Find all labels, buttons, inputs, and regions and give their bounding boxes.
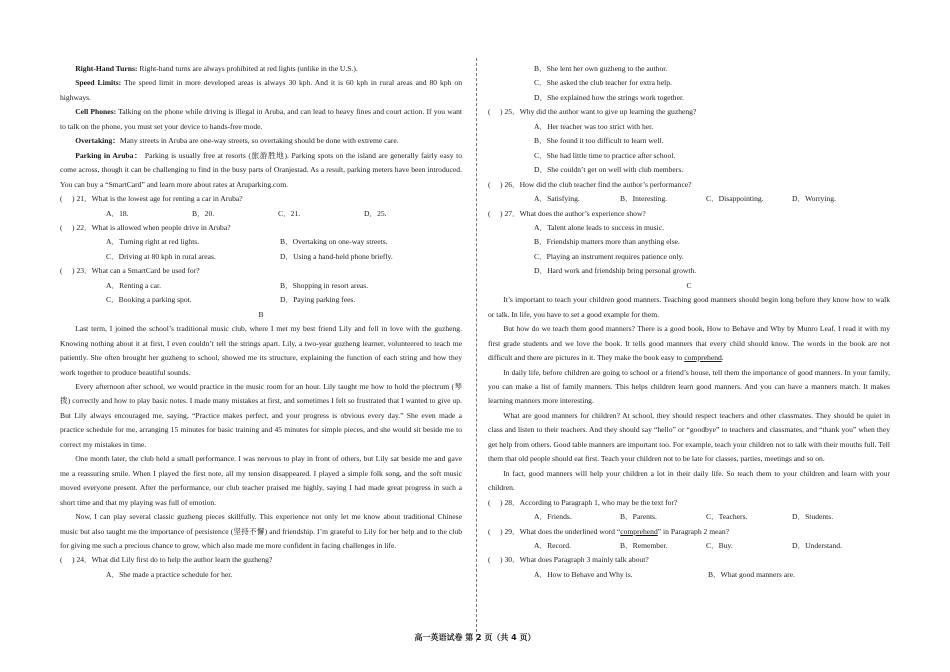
passage-paragraph: It’s important to teach your children good manners. Teaching good manners should begin long before they know how to walk or talk. In life, you have to set a good example for them.	[488, 295, 890, 319]
driving-rule	[60, 134, 462, 148]
right-column	[488, 62, 890, 582]
rule-text: The speed limit in more developed areas is always 30 kph. And it is 60 kph in rural areas and 80 kph on highways.	[60, 78, 462, 102]
question-options	[488, 120, 890, 178]
answer-option: A．Record.	[534, 540, 571, 550]
stem-text: ( ) 29．What does the underlined word “	[488, 526, 621, 536]
answer-option: D．Paying parking fees.	[280, 295, 356, 305]
answer-option: C．Disappointing.	[706, 194, 764, 204]
passage-paragraph: Last term, I joined the school’s traditional music club, where I met my best friend Lily and fell in love with the guzheng. Knowing nothing about it at first, I even couldn’t tell the strings apart. Lily, a two-year guzheng learner, volunteered to teach me patiently. She often brought her guzheng to school, showed me its structure, explaining the function of each string and how they work together to produce beautiful sounds.	[60, 324, 462, 377]
driving-rule	[60, 149, 462, 192]
stem-text: ” in Paragraph 2 mean?	[657, 526, 730, 536]
answer-option: D．25.	[364, 208, 387, 218]
answer-option: D．Students.	[792, 512, 834, 522]
answer-option: B．Shopping in resort areas.	[280, 280, 369, 290]
question-options	[60, 568, 462, 582]
driving-rule	[60, 105, 462, 134]
answer-option: B．Overtaking on one-way streets.	[280, 237, 388, 247]
passage-paragraph: What are good manners for children? At school, they should respect teachers and other classmates. They should be quiet in class and listen to their teachers. And they should say “hello” or “goodbye” to teachers and classmates, and “thank you” when they get help from others. Good table manners are important too. For example, teach your children not to talk with their mouths full. Tell them that old people should eat first. Teach your children not to be late for classes, parties, meetings and so on.	[488, 410, 890, 464]
paragraph-text: But how do we teach them good manners? There is a good book, How to Behave and Why by Munro Leaf. I read it with my first grade students and we love the book. It tells good manners that every child should know. The words in the book are not difficult and there are pictures in it. They make the book easy to	[488, 324, 890, 363]
passage-paragraph: Now, I can play several classic guzheng pieces skillfully. This experience not only let me know about traditional Chinese music but also taught me the importance of persistence (坚持不懈) and friendship. I’m grateful to Lily for her help and to the club for giving me such a precious chance to grow, which also made me more confident in facing challenges in life.	[60, 512, 462, 550]
question-stem: ( ) 30．What does Paragraph 3 mainly talk about?	[488, 555, 649, 565]
rule-label: Parking in Aruba：	[75, 150, 143, 160]
question-options	[60, 235, 462, 264]
answer-option: A．Turning right at red lights.	[106, 237, 200, 247]
answer-option: A．Renting a car.	[106, 280, 162, 290]
left-column	[60, 62, 462, 582]
answer-option: C．She asked the club teacher for extra help.	[534, 78, 672, 88]
answer-option: C．Playing an instrument requires patience only.	[534, 251, 684, 261]
underlined-word: comprehend	[684, 353, 722, 363]
question-options	[488, 568, 890, 582]
answer-option: C．Booking a parking spot.	[106, 295, 192, 305]
driving-rule	[60, 62, 462, 76]
answer-option: C．Teachers.	[706, 512, 748, 522]
question-stem: ( ) 27．What does the author’s experience show?	[488, 208, 646, 218]
question-options	[488, 192, 890, 206]
underlined-word: comprehend	[620, 526, 658, 536]
page-footer: 高一英语试卷 第 2 页（共 4 页）	[414, 633, 536, 642]
driving-rule	[60, 76, 462, 105]
rule-label: Cell Phones:	[75, 107, 117, 117]
column-divider	[476, 58, 477, 642]
answer-option: B．Friendship matters more than anything else.	[534, 237, 680, 247]
answer-option: B．Parents.	[620, 512, 657, 522]
question-options	[488, 539, 890, 553]
answer-option: D．She couldn’t get on well with club members.	[534, 165, 684, 175]
passage-paragraph	[488, 322, 890, 365]
rule-label: Overtaking：	[75, 136, 120, 146]
answer-option: D．She explained how the strings work together.	[534, 92, 684, 102]
question-stem: ( ) 25．Why did the author want to give up learning the guzheng?	[488, 107, 697, 117]
question-options	[488, 62, 890, 105]
question-stem: ( ) 26．How did the club teacher find the author’s performance?	[488, 179, 692, 189]
answer-option: A．Her teacher was too strict with her.	[534, 121, 654, 131]
question-stem	[488, 525, 890, 539]
question-stem: ( ) 21．What is the lowest age for renting a car in Aruba?	[60, 194, 243, 204]
rule-text: Talking on the phone while driving is illegal in Aruba, and can lead to heavy fines and court action. If you want to talk on the phone, you must set your device to hands-free mode.	[60, 107, 462, 131]
question-stem: ( ) 28．According to Paragraph 1, who may be the text for?	[488, 497, 678, 507]
rule-text: Parking is usually free at resorts (旅游胜地). Parking spots on the island are generally fairly easy to come across, though it can be challenging to find in the busy parts of Oranjestad. As a result, parking meters have been introduced. You can buy a “SmartCard” and learn more about rates at Aruparking.com.	[60, 150, 463, 189]
answer-option: B．She lent her own guzheng to the author.	[534, 64, 668, 73]
passage-paragraph: In daily life, before children are going to school or a friend’s house, tell them the importance of good manners. In your family, you can make a list of family manners. This helps children learn good manners. And you can have a manners match. It makes learning manners more interesting.	[488, 367, 890, 406]
question-options	[488, 221, 890, 279]
question-options	[60, 207, 462, 221]
answer-option: A．Friends.	[534, 512, 572, 522]
answer-option: A．18.	[106, 208, 129, 218]
answer-option: A．How to Behave and Why is.	[534, 569, 633, 579]
section-heading-c: C	[686, 280, 692, 290]
rule-text: Right-hand turns are always prohibited at red lights (unlike in the U.S.).	[137, 64, 358, 73]
question-stem: ( ) 22．What is allowed when people drive in Aruba?	[60, 222, 231, 232]
rule-text: Many streets in Aruba are one-way streets, so overtaking should be done with extreme care.	[119, 136, 399, 146]
question-stem: ( ) 23．What can a SmartCard be used for?	[60, 266, 200, 276]
answer-option: D．Understand.	[792, 540, 842, 550]
rule-label: Speed Limits:	[75, 78, 122, 88]
passage-paragraph: Every afternoon after school, we would practice in the music room for an hour. Lily taught me how to hold the plectrum (琴拨) correctly and how to play basic notes. I made many mistakes at first, and sometimes I felt so frustrated that I wanted to give up. But Lily always encouraged me, saying, “Practice makes perfect, and your progress is obvious every day.” She even made a practice schedule for me, arranging 15 minutes for basic training and 45 minutes for simple pieces, and she would sit beside me to correct my mistakes in time.	[60, 381, 462, 449]
answer-option: C．21.	[278, 208, 301, 218]
section-heading-b: B	[258, 309, 264, 319]
passage-paragraph: In fact, good manners will help your children a lot in their daily life. So teach them to your children and learn with your children.	[488, 468, 890, 493]
answer-option: C．Driving at 80 kph in rural areas.	[106, 251, 216, 261]
answer-option: C．She had little time to practice after school.	[534, 150, 676, 160]
answer-option: C．Buy.	[706, 540, 733, 550]
answer-option: D．Worrying.	[792, 194, 836, 204]
question-options	[60, 279, 462, 308]
passage-paragraph: One month later, the club held a small performance. I was nervous to play in front of others, but Lily sat beside me and gave me a reassuring smile. When I played the first note, all my tension disappeared. I played a simple folk song, and the soft music moved everyone present. After the performance, our club teacher praised me highly, saying I had made great progress in such a short time and that my playing was full of emotion.	[60, 454, 462, 507]
paragraph-text: .	[721, 353, 724, 363]
answer-option: B．She found it too difficult to learn well.	[534, 136, 664, 146]
answer-option: A．Talent alone leads to success in music.	[534, 222, 665, 232]
answer-option: B．20.	[192, 208, 215, 218]
answer-option: B．What good manners are.	[708, 569, 795, 579]
answer-option: D．Hard work and friendship bring personal growth.	[534, 266, 697, 276]
question-stem: ( ) 24．What did Lily first do to help the author learn the guzheng?	[60, 555, 273, 565]
question-options	[488, 510, 890, 524]
answer-option: D．Using a hand-held phone briefly.	[280, 251, 393, 261]
answer-option: B．Interesting.	[620, 194, 668, 204]
answer-option: A．She made a practice schedule for her.	[106, 569, 233, 579]
answer-option: B．Remember.	[620, 540, 668, 550]
rule-label: Right-Hand Turns:	[75, 64, 138, 73]
answer-option: A．Satisfying.	[534, 194, 580, 204]
